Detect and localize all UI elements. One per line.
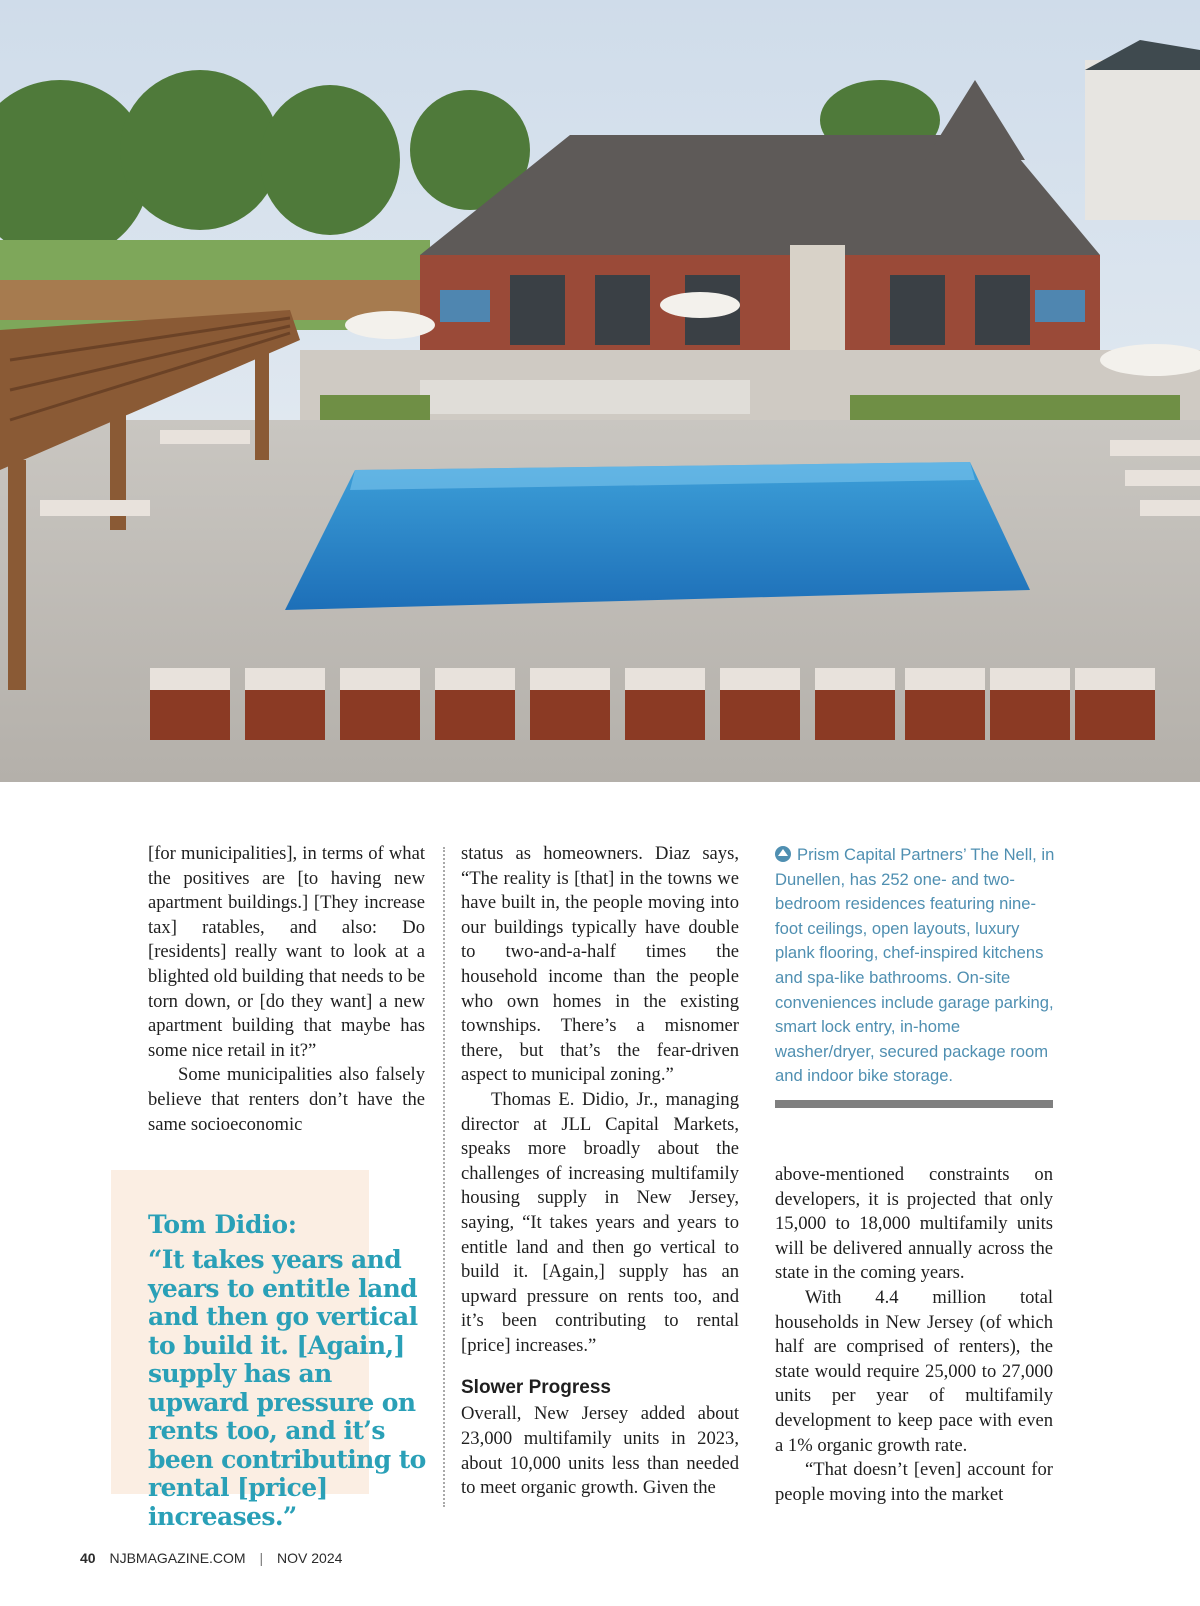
article-column-2 [461,842,739,1501]
page-number: 40 [80,1550,96,1566]
footer-issue: NOV 2024 [277,1550,343,1566]
paragraph: Thomas E. Didio, Jr., managing director at JLL Capital Markets, speaks more broadly about the challenges of increasing multifamily housing supply in New Jersey, saying, “It takes years and years to entitle land and then go vertical to build it. [Again,] supply has an upward pressure on rents too, and it’s been contributing to rental [price] increases.” [461,1088,739,1356]
footer-site: NJBMAGAZINE.COM [109,1550,246,1566]
section-heading: Slower Progress [461,1377,611,1399]
paragraph: Some municipalities also falsely believe that renters don’t have the same socioeconomic [148,1064,425,1135]
article-column-3 [775,1163,1053,1507]
paragraph: above-mentioned constraints on developers, it is projected that only 15,000 to 18,000 multifamily units will be delivered annually across the state in the coming years. [775,1164,1053,1284]
paragraph: status as homeowners. Diaz says, “The reality is [that] in the towns we have built in, the people moving into our buildings typically have double to two-and-a-half times the household income than the people who own homes in the existing townships. There’s a misnomer there, but that’s the fear-driven aspect to municipal zoning.” [461,843,739,1086]
caption-text: Prism Capital Partners’ The Nell, in Dunellen, has 252 one- and two-bedroom residences featuring nine-foot ceilings, open layouts, luxury plank flooring, chef-inspired kitchens and spa-like bathrooms. On-site conveniences include garage parking, smart lock entry, in-home washer/dryer, secured package room and indoor bike storage. [775,845,1055,1086]
caption-rule [775,1100,1053,1108]
paragraph: With 4.4 million total households in New Jersey (of which half are comprised of renters), the state would require 25,000 to 27,000 units per year of multifamily development to keep pace with even a 1% organic growth rate. [775,1286,1053,1456]
pull-quote-text: “It takes years and years to entitle land and then go vertical to build it. [Again,] supply has an upward pressure on rents too, and it’s been contributing to rental [price] increases.” [148,1245,426,1531]
page-footer [80,1550,342,1566]
paragraph: “That doesn’t [even] account for people moving into the market [775,1459,1053,1505]
column-divider [443,847,445,1507]
hero-photo [0,0,1200,782]
pull-quote-name: Tom Didio: [148,1210,297,1239]
article-column-1 [148,842,425,1137]
pull-quote [148,1210,438,1531]
footer-separator: | [259,1550,264,1566]
pool-clubhouse-illustration [0,0,1200,782]
paragraph: Overall, New Jersey added about 23,000 multifamily units in 2023, about 10,000 units less than needed to meet organic growth. Given the [461,1403,739,1499]
up-arrow-icon [775,846,791,862]
photo-caption [775,843,1060,1089]
paragraph: [for municipalities], in terms of what the positives are [to having new apartment buildings.] [They increase tax] ratables, and also: Do [residents] really want to look at a blighted old building that needs to be torn down, or [do they want] a new apartment building that maybe has some nice retail in it?” [148,843,425,1061]
